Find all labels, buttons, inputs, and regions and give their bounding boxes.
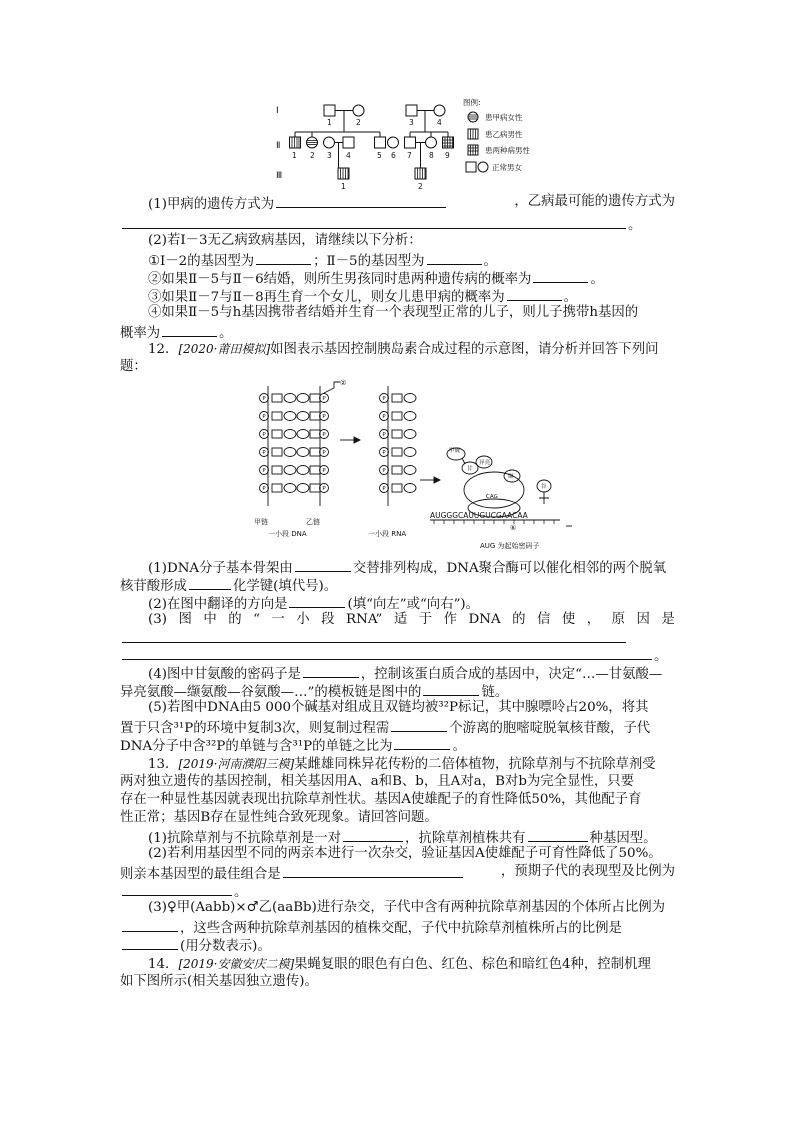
q11-p2-3: ③如果Ⅱ－7与Ⅱ－8再生育一个女儿，则女儿患甲病的概率为 。 [148, 286, 675, 307]
svg-text:P: P [322, 432, 326, 438]
q12-p4a: (4)图中甘氨酸的密码子是 ，控制该蛋白质合成的基因中，决定“…—甘氨酸— [148, 663, 675, 684]
q11-p2-4a: ④如果Ⅱ－5与h基因携带者结婚并生育一个表现型正常的儿子，则儿子携带h基因的 [148, 305, 639, 320]
q12-head: 12．[2020·莆田模拟]如图表示基因控制胰岛素合成过程的示意图，请分析并回答下列问 [148, 342, 659, 357]
blank[interactable] [283, 863, 463, 878]
q13-p3c: (用分数表示)。 [120, 935, 675, 956]
aug-note: AUG 为起始密码子 [480, 542, 540, 550]
gen1-num-4: 4 [437, 118, 442, 127]
svg-text:P: P [322, 450, 326, 456]
svg-text:P: P [322, 468, 326, 474]
aa-label-glu: 谷 [541, 484, 547, 490]
legend-item-3: 患两种病男性 [485, 146, 530, 155]
aa-label-gly: 甘 [467, 466, 473, 472]
aa-label-met: 甲硫 [449, 448, 461, 454]
label-dna: 一小段 DNA [268, 530, 307, 538]
label-yi-chain: 乙链 [306, 518, 320, 526]
gen2-num-9: 9 [445, 151, 450, 160]
q12-p5a: (5)若图中DNA由5 000个碱基对组成且双链均被³²P标记，其中腺嘌呤占20%，将其 [148, 700, 649, 715]
gen1-num-3: 3 [409, 118, 414, 127]
q13-l4: 性正常；基因B存在显性纯合致死现象。请回答问题。 [120, 810, 438, 825]
q14-l2: 如下图所示(相关基因独立遗传)。 [120, 974, 318, 989]
svg-text:P: P [322, 396, 326, 402]
q12-p4b: 异亮氨酸—缬氨酸—谷氨酸—…”的模板链是图中的 链。 [120, 681, 675, 702]
gen3-num-1: 1 [341, 182, 346, 191]
q11-p2-intro: (2)若Ⅰ－3无乙病致病基因，请继续以下分析： [148, 233, 422, 248]
gen-label-1: Ⅰ [276, 106, 279, 116]
q13-p2b: 则亲本基因型的最佳组合是 ，预期子代的表现型及比例为 [120, 864, 675, 882]
q13-p2c: 。 [120, 881, 675, 902]
legend-item-4: 正常男女 [492, 163, 522, 172]
q12-p5b: 置于只含³¹P的环境中复制3次，则复制过程需 个游离的胞嘧啶脱氧核苷酸，子代 [120, 717, 675, 738]
q11-p2-2: ②如果Ⅱ－5与Ⅱ－6结婚，则所生男孩同时患两种遗传病的概率为 。 [148, 268, 675, 289]
pedigree-figure [270, 96, 540, 192]
gen2-num-7: 7 [407, 151, 412, 160]
aa-label-ile: 异亮 [479, 460, 491, 466]
svg-text:P: P [262, 414, 266, 420]
gen2-num-5: 5 [377, 151, 382, 160]
blank[interactable] [394, 735, 450, 750]
gen1-num-1: 1 [327, 118, 332, 127]
gen2-num-3: 3 [327, 151, 332, 160]
blank[interactable] [533, 268, 588, 283]
blank[interactable] [122, 935, 178, 950]
svg-text:P: P [322, 414, 326, 420]
blank[interactable] [276, 193, 446, 208]
blank[interactable] [295, 557, 351, 572]
svg-text:P: P [262, 468, 266, 474]
circled-2: ② [340, 379, 347, 387]
gen-label-3: Ⅲ [276, 171, 283, 181]
q13-p3b: ，这些含两种抗除草剂基因的植株交配，子代中抗除草剂植株所占的比例是 [120, 917, 675, 938]
q11-p2-1: ①Ⅰ－2的基因型为 ；Ⅱ－5的基因型为 。 [148, 250, 675, 271]
legend-title: 图例: [463, 98, 481, 107]
aa-label-val: 缬 [508, 474, 514, 480]
blank[interactable] [303, 663, 359, 678]
svg-text:P: P [262, 432, 266, 438]
q12-p3: (3) 图 中 的 “ 一 小 段 RNA” 适 于 作 DNA 的 信 使 ， 原 因 是 [148, 612, 675, 627]
q12-p5c: DNA分子中含³²P的单链与含³¹P的单链之比为 。 [120, 735, 675, 756]
ribosome-codon-mark: CAG [486, 494, 498, 500]
gene-expression-figure [248, 378, 578, 558]
svg-text:P: P [382, 486, 386, 492]
svg-text:P: P [382, 396, 386, 402]
blank[interactable] [528, 827, 588, 842]
svg-text:P: P [322, 486, 326, 492]
blank[interactable] [427, 250, 482, 265]
svg-text:P: P [262, 486, 266, 492]
blank[interactable] [122, 645, 652, 660]
svg-text:P: P [382, 468, 386, 474]
blank[interactable] [122, 214, 626, 229]
svg-text:P: P [382, 414, 386, 420]
gen2-num-1: 1 [292, 151, 297, 160]
blank[interactable] [122, 628, 626, 643]
blank[interactable] [391, 717, 447, 732]
svg-text:P: P [382, 432, 386, 438]
svg-text:P: P [262, 396, 266, 402]
q13-head: 13．[2019·河南濮阳三模]某雌雄同株异花传粉的二倍体植物，抗除草剂与不抗除草剂受 [148, 757, 656, 772]
gen-label-2: Ⅱ [276, 141, 281, 151]
blank[interactable] [122, 917, 178, 932]
gen2-num-8: 8 [429, 151, 434, 160]
blank[interactable] [122, 881, 232, 896]
legend-item-2: 患乙病男性 [485, 130, 523, 139]
q11-p1: (1)甲病的遗传方式为 ，乙病最可能的遗传方式为 [148, 194, 675, 212]
label-rna: 一小段 RNA [368, 530, 407, 538]
svg-text:P: P [382, 450, 386, 456]
q12-p1b: 核苷酸形成 化学键(填代号)。 [120, 575, 675, 596]
legend-item-1: 患甲病女性 [485, 113, 523, 122]
mrna-sequence: AUGGGCAUUGUCGAACAA [430, 511, 528, 520]
q11-p2-4b: 概率为 。 [120, 322, 675, 343]
gen2-num-6: 6 [391, 151, 396, 160]
circled-6: ⑥ [510, 524, 517, 532]
q13-l3: 存在一种显性基因就表现出抗除草剂性状。基因A使雄配子的育性降低50%，其他配子育 [120, 792, 642, 807]
q12-p2: (2)在图中翻译的方向是 (填“向左”或“向右”)。 [148, 593, 675, 614]
blank[interactable] [256, 250, 311, 265]
blank[interactable] [189, 575, 231, 590]
blank[interactable] [343, 827, 403, 842]
q12-p3-end: 。 [120, 645, 675, 666]
blank[interactable] [423, 681, 479, 696]
q13-p2a: (2)若利用基因型不同的两亲本进行一次杂交，验证基因A使雄配子可育性降低了50%。 [148, 846, 662, 861]
blank[interactable] [289, 593, 345, 608]
q13-l2: 两对独立遗传的基因控制，相关基因用A、a和B、b，且A对a，B对b为完全显性，只要 [120, 774, 635, 789]
q12-head-cont: 题： [120, 359, 147, 374]
q13-p1: (1)抗除草剂与不抗除草剂是一对 ，抗除草剂植株共有 种基因型。 [148, 827, 675, 848]
svg-text:P: P [262, 450, 266, 456]
q11-p1-cont: 。 [120, 214, 675, 235]
blank[interactable] [162, 322, 217, 337]
q12-p1a: (1)DNA分子基本骨架由 交替排列构成，DNA聚合酶可以催化相邻的两个脱氧 [148, 557, 675, 578]
gen2-num-4: 4 [346, 151, 351, 160]
q14-head: 14．[2019·安徽安庆二模]果蝇复眼的眼色有白色、红色、棕色和暗红色4种，控制机理 [148, 957, 651, 972]
blank[interactable] [507, 286, 562, 301]
gen1-num-2: 2 [356, 118, 361, 127]
q13-p3a: (3)♀甲(Aabb)×♂乙(aaBb)进行杂交，子代中含有两种抗除草剂基因的个体所占比例为 [148, 900, 665, 915]
gen3-num-2: 2 [418, 182, 423, 191]
label-jia-chain: 甲链 [254, 518, 268, 526]
gen2-num-2: 2 [310, 151, 315, 160]
